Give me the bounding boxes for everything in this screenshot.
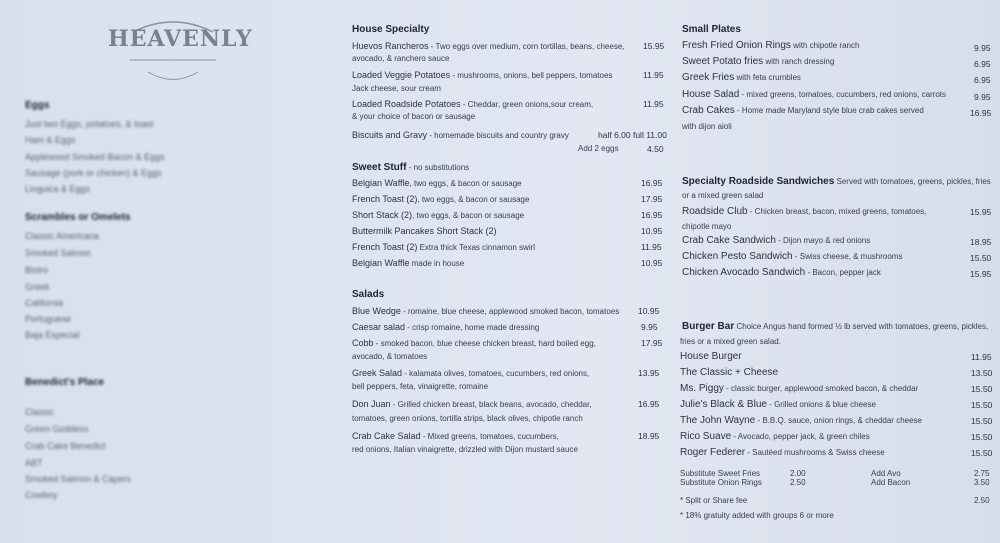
split-fee-price: 2.50 [974, 496, 990, 505]
item-desc: - mixed greens, tomatoes, cucumbers, red onions, carrots [739, 90, 947, 99]
menu-item [682, 56, 834, 68]
item-price: 16.95 [638, 399, 660, 409]
item-desc-2: avocado, & tomatoes [352, 352, 428, 361]
burger-intro-2: fries or a mixed green salad. [680, 337, 781, 346]
menu-item [352, 367, 589, 380]
menu-item [352, 398, 592, 411]
item-price: 15.50 [971, 432, 993, 442]
list-item: Classic [25, 407, 55, 417]
item-price: 6.95 [974, 59, 991, 69]
item-price: 11.95 [643, 99, 664, 109]
item-price: 13.95 [638, 368, 660, 378]
item-desc-2: with dijon aioli [682, 122, 732, 131]
menu-item [682, 251, 902, 263]
list-item: Portuguese [25, 314, 72, 324]
menu-item [352, 305, 619, 318]
add-eggs-price: 4.50 [647, 144, 664, 154]
item-price: 9.95 [641, 322, 658, 332]
item-price: 15.95 [970, 269, 992, 279]
sweet-stuff-title: Sweet Stuff [352, 162, 407, 173]
item-name: Belgian Waffle [352, 178, 410, 188]
list-item: Cowboy [25, 490, 58, 500]
menu-item [352, 225, 497, 237]
item-price: 16.95 [641, 210, 663, 220]
item-desc: - Mixed greens, tomatoes, cucumbers, [420, 432, 559, 441]
item-price: 9.95 [974, 43, 991, 53]
item-name: Loaded Veggie Potatoes [352, 70, 451, 80]
list-item: Sausage (pork or chicken) & Eggs [25, 168, 162, 178]
item-price: 18.95 [638, 431, 660, 441]
list-item: ABT [25, 458, 43, 468]
list-item: California [25, 298, 64, 308]
item-price: 11.95 [641, 242, 662, 252]
item-desc: , two eggs, & bacon or sausage [409, 179, 522, 188]
menu-item [352, 40, 625, 53]
item-name: House Burger [680, 351, 742, 362]
item-desc-2: avocado, & ranchero sauce [352, 54, 450, 63]
benedict-header: Benedict's Place [25, 377, 105, 388]
item-price: 18.95 [970, 237, 992, 247]
menu-item [682, 105, 924, 117]
item-price: 9.95 [974, 92, 991, 102]
item-price: 6.95 [974, 75, 991, 85]
list-item: Linguica & Eggs [25, 184, 91, 194]
item-desc: - Dijon mayo & red onions [775, 236, 871, 245]
item-desc: - Avocado, pepper jack, & green chiles [731, 432, 870, 441]
item-price: 15.50 [971, 400, 993, 410]
item-price: 15.95 [643, 41, 665, 51]
item-name: Don Juan [352, 399, 391, 409]
item-desc: - homemade biscuits and country gravy [427, 131, 569, 140]
item-price: 11.95 [971, 352, 992, 362]
add-price: 2.75 [974, 469, 990, 478]
item-name: Chicken Avocado Sandwich [682, 267, 806, 278]
item-name: Crab Cake Sandwich [682, 235, 776, 246]
menu-item [352, 337, 596, 350]
item-name: Crab Cake Salad [352, 431, 421, 441]
item-name: Cobb [352, 338, 374, 348]
item-desc: - Cheddar, green onions,sour cream, [460, 100, 594, 109]
item-name: French Toast (2) [352, 242, 418, 252]
item-price: 15.50 [971, 448, 993, 458]
small-plates-title: Small Plates [682, 24, 741, 35]
list-item: Smoked Salmon [25, 248, 92, 258]
item-desc: - Grilled chicken breast, black beans, avocado, cheddar, [390, 400, 592, 409]
item-desc: - Bacon, pepper jack [805, 268, 881, 277]
item-price: 10.95 [641, 226, 663, 236]
menu-item [352, 193, 529, 206]
sandwiches-title: Specialty Roadside Sandwiches [682, 176, 835, 187]
item-price: 15.95 [970, 207, 992, 217]
item-name: Greek Salad [352, 368, 403, 378]
house-specialty-title: House Specialty [352, 24, 430, 35]
item-desc: , two eggs, & bacon or sausage [412, 211, 525, 220]
menu-item [682, 206, 926, 218]
sweet-stuff-header [352, 161, 469, 174]
item-desc: - crisp romaine, home made dressing [405, 323, 540, 332]
item-desc: - Sautéed mushrooms & Swiss cheese [745, 448, 885, 457]
add-label: Add Bacon [871, 478, 911, 487]
menu-item [682, 40, 859, 52]
item-name: Greek Fries [682, 72, 735, 83]
item-price: 15.50 [971, 416, 993, 426]
list-item: Bistro [25, 265, 49, 275]
item-desc: with chipotle ranch [790, 41, 860, 50]
item-name: Loaded Roadside Potatoes [352, 99, 461, 109]
item-name: Belgian Waffle [352, 258, 410, 268]
burger-header [682, 320, 988, 333]
item-name: Huevos Rancheros [352, 41, 429, 51]
menu-item [682, 72, 801, 84]
item-price: 15.50 [970, 253, 992, 263]
item-name: Fresh Fried Onion Rings [682, 40, 791, 51]
item-name: Blue Wedge [352, 306, 401, 316]
item-desc: Extra thick Texas cinnamon swirl [417, 243, 536, 252]
burger-title: Burger Bar [682, 321, 735, 332]
menu-item [352, 69, 612, 82]
item-name: Caesar salad [352, 322, 406, 332]
item-desc: with ranch dressing [763, 57, 835, 66]
item-desc: - Home made Maryland style blue crab cakes served [734, 106, 924, 115]
item-desc: - classic burger, applewood smoked bacon, & cheddar [723, 384, 919, 393]
item-price: 16.95 [641, 178, 663, 188]
sub-price: 2.50 [790, 478, 806, 487]
item-name: French Toast (2) [352, 194, 418, 204]
item-name: The John Wayne [680, 415, 756, 426]
item-desc: with feta crumbles [734, 73, 801, 82]
item-desc-2: tomatoes, green onions, tortilla strips, black olives, chipotle ranch [352, 414, 583, 423]
item-name: Roger Federer [680, 447, 746, 458]
item-price: 13.50 [971, 368, 993, 378]
add-eggs-label: Add 2 eggs [578, 144, 619, 153]
item-name: Buttermilk Pancakes Short Stack (2) [352, 226, 497, 236]
list-item: Crab Cake Benedict [25, 441, 106, 451]
item-desc: - Chicken breast, bacon, mixed greens, tomatoes, [747, 207, 927, 216]
salads-title: Salads [352, 289, 385, 300]
menu-item [680, 351, 742, 363]
list-item: Classic Americana [25, 231, 100, 241]
item-name: The Classic + Cheese [680, 367, 779, 378]
list-item: Greek [25, 282, 50, 292]
list-item: Baja Especial [25, 330, 80, 340]
item-desc: - Grilled onions & blue cheese [766, 400, 876, 409]
item-price: 10.95 [638, 306, 660, 316]
item-desc: - B.B.Q. sauce, onion rings, & cheddar cheese [755, 416, 922, 425]
item-price: half 6.00 full 11.00 [598, 130, 667, 140]
item-desc-2: chipotle mayo [682, 222, 732, 231]
item-desc: made in house [409, 259, 465, 268]
menu-item [680, 415, 922, 427]
menu-item [352, 98, 593, 111]
sandwiches-intro-2: or a mixed green salad [682, 191, 764, 200]
burger-intro: Choice Angus hand formed ½ lb served with tomatoes, greens, pickles, [734, 322, 989, 331]
item-name: Ms. Piggy [680, 383, 724, 394]
eggs-header: Eggs [25, 100, 50, 111]
item-desc-2: red onions, Italian vinaigrette, drizzled with Dijon mustard sauce [352, 445, 578, 454]
item-price: 17.95 [641, 338, 663, 348]
item-name: Rico Suave [680, 431, 732, 442]
item-desc: - smoked bacon, blue cheese chicken breast, hard boiled egg, [373, 339, 596, 348]
item-desc: - mushrooms, onions, bell peppers, tomatoes [450, 71, 613, 80]
item-price: 16.95 [970, 108, 992, 118]
menu-item [352, 321, 539, 334]
item-desc: - kalamata olives, tomatoes, cucumbers, red onions, [402, 369, 590, 378]
menu-item [680, 367, 778, 379]
item-desc-2: Jack cheese, sour cream [352, 84, 441, 93]
menu-item [680, 431, 870, 443]
menu-item [682, 89, 946, 101]
item-desc-2: & your choice of bacon or sausage [352, 112, 476, 121]
menu-item [680, 383, 918, 395]
split-fee-label: * Split or Share fee [680, 496, 748, 505]
item-name: Short Stack (2) [352, 210, 413, 220]
menu-item [352, 257, 464, 270]
item-name: Chicken Pesto Sandwich [682, 251, 793, 262]
item-desc: - romaine, blue cheese, applewood smoked bacon, tomatoes [400, 307, 620, 316]
sweet-stuff-note: - no substitutions [406, 163, 470, 172]
item-desc: , two eggs, & bacon or sausage [417, 195, 530, 204]
item-price: 15.50 [971, 384, 993, 394]
menu-item [680, 447, 885, 459]
item-desc: - Two eggs over medium, corn tortillas, beans, cheese, [428, 42, 625, 51]
item-name: Sweet Potato fries [682, 56, 764, 67]
item-desc: - Swiss cheese, & mushrooms [792, 252, 903, 261]
sub-label: Substitute Sweet Fries [680, 469, 761, 478]
list-item: Just two Eggs, potatoes, & toast [25, 119, 154, 129]
add-price: 3.50 [974, 478, 990, 487]
list-item: Applewood Smoked Bacon & Eggs [25, 152, 165, 162]
logo-text: HEAVENLY [108, 26, 253, 52]
item-price: 17.95 [641, 194, 663, 204]
add-label: Add Avo [871, 469, 901, 478]
item-name: Biscuits and Gravy [352, 130, 428, 140]
logo-emblem-icon [108, 12, 253, 92]
sandwiches-header [682, 175, 991, 188]
list-item: Ham & Eggs [25, 135, 76, 145]
sandwiches-intro: Served with tomatoes, greens, pickles, fries [834, 177, 991, 186]
item-name: Julie's Black & Blue [680, 399, 767, 410]
item-name: Crab Cakes [682, 105, 735, 116]
item-name: House Salad [682, 89, 740, 100]
menu-item [352, 129, 569, 142]
menu-item [352, 209, 524, 222]
scramble-header: Scrambles or Omelets [25, 212, 131, 223]
menu-item [682, 267, 881, 279]
item-name: Roadside Club [682, 206, 748, 217]
list-item: Green Goddess [25, 424, 89, 434]
restaurant-logo [108, 12, 253, 92]
list-item: Smoked Salmon & Capers [25, 474, 132, 484]
menu-item [680, 399, 876, 411]
menu-item [352, 241, 535, 254]
gratuity-note: * 18% gratuity added with groups 6 or more [680, 511, 834, 520]
menu-item [682, 235, 870, 247]
sub-label: Substitute Onion Rings [680, 478, 762, 487]
item-price: 11.95 [643, 70, 664, 80]
sub-price: 2.00 [790, 469, 806, 478]
item-desc-2: bell peppers, feta, vinaigrette, romaine [352, 382, 489, 391]
menu-item [352, 177, 522, 190]
item-price: 10.95 [641, 258, 663, 268]
menu-item [352, 430, 559, 443]
